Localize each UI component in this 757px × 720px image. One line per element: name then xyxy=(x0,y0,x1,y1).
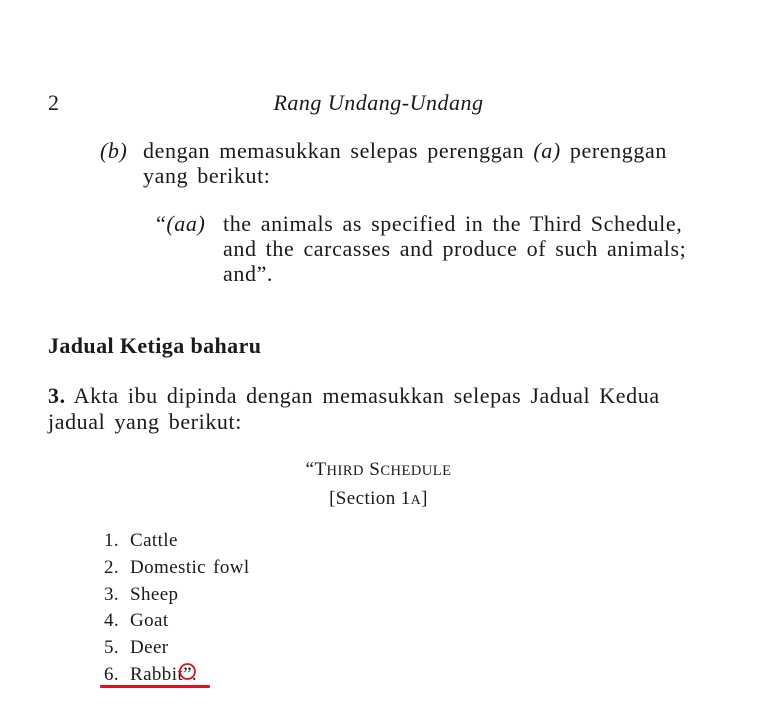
running-title: Rang Undang-Undang xyxy=(273,90,484,115)
list-item-number: 4. xyxy=(104,610,120,631)
schedule-ref-suffix: A xyxy=(410,493,422,508)
list-item-name: Rabbit xyxy=(130,664,184,685)
list-item-number: 1. xyxy=(104,530,120,551)
clause-aa-line1: the animals as specified in the Third Schedule, xyxy=(223,211,683,236)
list-item-number: 3. xyxy=(104,584,120,605)
list-item xyxy=(104,584,178,606)
clause-aa-open-quote: “ xyxy=(156,211,167,236)
paragraph-3-number: 3. xyxy=(48,383,66,408)
list-item xyxy=(104,557,250,579)
clause-aa-line2: and the carcasses and produce of such animals; xyxy=(223,236,687,261)
clause-b-text: dengan memasukkan selepas perenggan xyxy=(143,138,534,163)
page-number: 2 xyxy=(48,90,59,115)
schedule-title xyxy=(0,459,757,481)
schedule-title-w1-initial: T xyxy=(314,459,327,480)
clause-b-ref: (a) xyxy=(533,138,561,163)
list-item xyxy=(104,610,169,632)
paragraph-3-line2: jadual yang berikut: xyxy=(48,409,242,434)
list-item-name: Sheep xyxy=(130,584,179,605)
schedule-title-w2-initial: S xyxy=(369,459,381,480)
clause-b-line1 xyxy=(143,138,667,164)
schedule-title-w2-rest: CHEDULE xyxy=(380,463,452,479)
schedule-section-ref xyxy=(0,488,757,510)
list-item-number: 6. xyxy=(104,664,120,685)
list-item-name: Domestic fowl xyxy=(130,557,250,578)
list-item-name: Cattle xyxy=(130,530,178,551)
clause-b-marker: (b) xyxy=(100,138,128,163)
schedule-open-quote: “ xyxy=(305,459,315,480)
schedule-ref-close: ] xyxy=(421,488,428,509)
list-item-number: 2. xyxy=(104,557,120,578)
paragraph-3-line1 xyxy=(48,383,660,409)
schedule-closing-quote: ”. xyxy=(183,664,198,685)
annotation-underline xyxy=(100,685,210,688)
clause-b-text-end: perenggan xyxy=(560,138,667,163)
clause-b-line2: yang berikut: xyxy=(143,163,271,188)
list-item-number: 5. xyxy=(104,637,120,658)
list-item-name: Deer xyxy=(130,637,169,658)
schedule-ref-prefix: [Section 1 xyxy=(329,488,411,509)
clause-aa-marker: (aa) xyxy=(166,211,206,236)
clause-aa-line3: and”. xyxy=(223,261,274,286)
section-heading: Jadual Ketiga baharu xyxy=(48,333,262,358)
paragraph-3-text: Akta ibu dipinda dengan memasukkan selepas Jadual Kedua xyxy=(65,383,660,408)
list-item xyxy=(104,530,178,552)
annotation-circle-icon xyxy=(178,662,197,681)
list-item xyxy=(104,637,169,659)
list-item-name: Goat xyxy=(130,610,169,631)
clause-aa-marker-group xyxy=(156,211,205,237)
schedule-title-w1-rest: HIRD xyxy=(326,463,364,479)
